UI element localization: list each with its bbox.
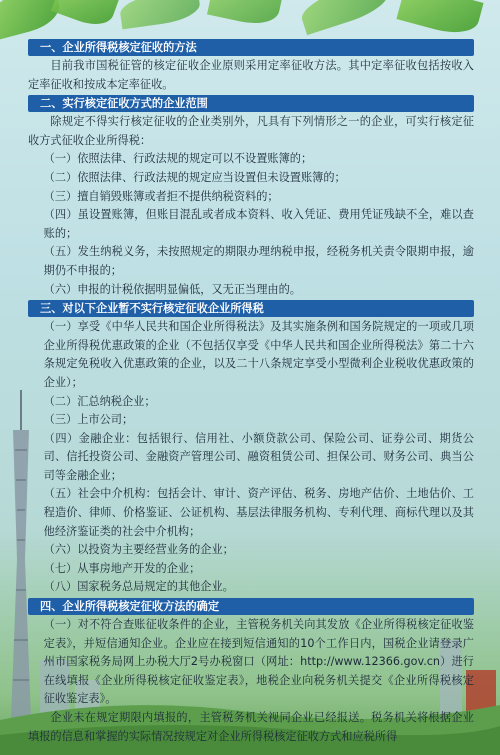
list-item: （三）上市公司； [43, 413, 134, 427]
list-item: （四）金融企业：包括银行、信用社、小额贷款公司、保险公司、证券公司、期货公司、信托投资公司、金融资产管理公司、融资租赁公司、担保公司、财务公司、典当公司等金融企业； [43, 431, 474, 482]
leaf-icon [118, 0, 201, 29]
leaf-icon [297, 0, 392, 35]
leaf-icon [51, 0, 119, 31]
paragraph: 目前我市国税征管的核定征收企业原则采用定率征收方法。其中定率征收包括按收入定率征收和按成本定率征收。 [28, 59, 474, 91]
section-heading: 四、企业所得税核定征收方法的确定 [28, 598, 474, 615]
leaf-icon [207, 0, 283, 29]
list-item: （五）发生纳税义务，未按照规定的期限办理纳税申报，经税务机关责令限期申报，逾期仍不申报的； [43, 245, 474, 277]
paragraph: 除规定不得实行核定征收的企业类别外，凡具有下列情形之一的企业，可实行核定征收方式征收企业所得税： [28, 115, 474, 147]
list-item: （二）汇总纳税企业； [43, 394, 156, 408]
list-item: （七）从事房地产开发的企业； [43, 561, 201, 575]
section-heading: 二、实行核定征收方式的企业范围 [28, 95, 474, 112]
list-item: （五）社会中介机构：包括会计、审计、资产评估、税务、房地产估价、土地估价、工程造价、律师、价格鉴证、公证机构、基层法律服务机构、专利代理、商标代理以及其他经济鉴证类的社会中介机构； [43, 487, 474, 538]
list-item: （一）享受《中华人民共和国企业所得税法》及其实施条例和国务院规定的一项或几项企业所得税优惠政策的企业（不包括仅享受《中华人民共和国企业所得税法》第二十六条规定免税收入优惠政策的企业，以及二十八条规定享受小型微利企业税收优惠政策的企业）； [43, 320, 474, 389]
section-heading: 三、对以下企业暂不实行核定征收企业所得税 [28, 300, 474, 317]
list-item: （三）擅自销毁账簿或者拒不提供纳税资料的； [43, 189, 279, 203]
section-heading: 一、企业所得税核定征收的方法 [28, 39, 474, 56]
list-item: （四）虽设置账簿，但账目混乱或者成本资料、收入凭证、费用凭证残缺不全，难以查账的； [43, 208, 474, 240]
paragraph: 企业未在规定期限内填报的，主管税务机关视同企业已经报送。税务机关将根据企业填报的信息和掌握的实际情况按规定对企业所得税核定征收方式和应税所得 [28, 711, 474, 743]
document-body [28, 38, 474, 746]
list-item: （六）以投资为主要经营业务的企业； [43, 543, 234, 557]
list-item: （八）国家税务总局规定的其他企业。 [43, 580, 234, 594]
list-item: （一）依照法律、行政法规的规定可以不设置账簿的； [43, 152, 313, 166]
list-item: （一）对不符合查账征收条件的企业，主管税务机关向其发放《企业所得税核定征收鉴定表》，并短信通知企业。企业应在接到短信通知的10个工作日内，国税企业请登录广州市国家税务局网上办税大厅2号办税窗口（网址：http://www.12366.gov.cn）进行在线填报《企业所得税核定征收鉴定表》，地税企业向税务机关提交《企业所得税核定征收鉴定表》。 [43, 618, 474, 706]
leaf-icon [396, 0, 483, 40]
list-item: （六）申报的计税依据明显偏低，又无正当理由的。 [43, 282, 301, 296]
list-item: （二）依照法律、行政法规的规定应当设置但未设置账簿的； [43, 170, 346, 184]
